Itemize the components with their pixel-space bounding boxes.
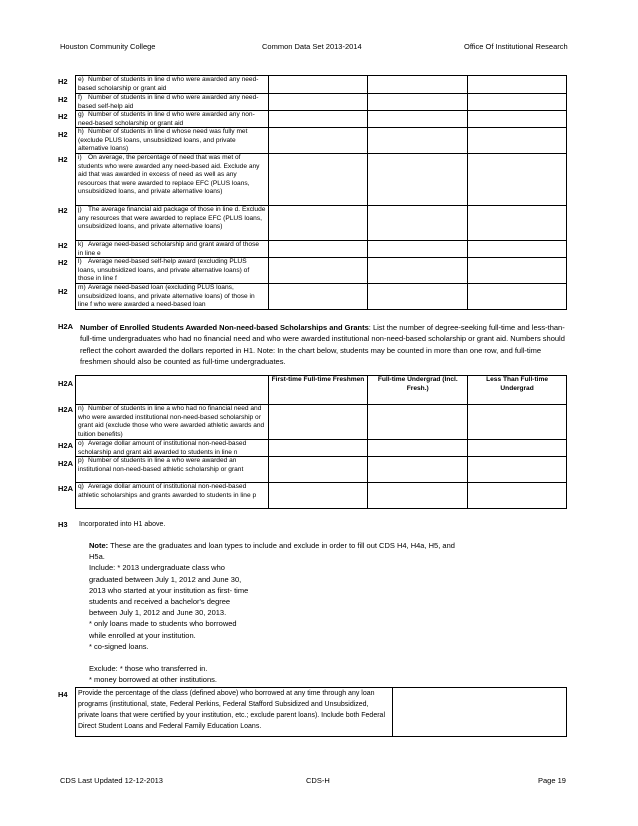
h2a-code-o: H2A: [58, 441, 74, 450]
h2-i-col3-cell[interactable]: [468, 154, 567, 206]
h2-desc-l: l) Average need-based self-help award (excluding PLUS loans, unsubsidized loans, and private alternative loans) of those in line f: [78, 258, 250, 283]
h2a-o-col2-cell[interactable]: [368, 440, 468, 457]
h2-code-j: H2: [58, 206, 68, 215]
h2a-q-col3-cell[interactable]: [468, 483, 567, 509]
h2-j-col2-cell[interactable]: [368, 206, 468, 241]
header-center: Common Data Set 2013-2014: [262, 42, 362, 51]
h2a-row-q: [76, 483, 567, 509]
h2-code-f: H2: [58, 95, 68, 104]
h4-code: H4: [58, 690, 68, 699]
h2a-code-p: H2A: [58, 459, 74, 468]
h2-desc-i: i) On average, the percentage of need that was met of students who were awarded any need-based aid. Exclude any aid that was awarded in excess of need as well as any resources that were awarded to replace EFC (PLUS loans, unsubsidized loans, and private alternative loans): [78, 154, 260, 196]
h2-code-h: H2: [58, 130, 68, 139]
h2a-desc-p: p) Number of students in line a who were awarded an institutional non-need-based athletic scholarship or grant: [78, 457, 244, 473]
h2a-header-code: H2A: [58, 379, 74, 388]
h3-text: Incorporated into H1 above.: [79, 521, 166, 528]
h2-row-f: [76, 94, 567, 111]
h2-f-col1-cell[interactable]: [268, 94, 368, 111]
h2-h-col2-cell[interactable]: [368, 128, 468, 154]
h2-f-col2-cell[interactable]: [368, 94, 468, 111]
h2-desc-j: j) The average financial aid package of those in line d. Exclude any resources that were awarded to replace EFC (PLUS loans, unsubsidized loans, and private alternative loans): [78, 206, 266, 231]
note-include-line: 2013 who started at your institution as first- time: [89, 585, 249, 595]
h2a-code-n: H2A: [58, 405, 74, 414]
h2a-p-col2-cell[interactable]: [368, 457, 468, 483]
h2-l-col1-cell[interactable]: [268, 258, 368, 284]
h2-row-k: [76, 241, 567, 258]
h2-e-col3-cell[interactable]: [468, 76, 567, 94]
h2a-intro-text: : List the number of degree-seeking full-time and less-than-full-time undergraduates who had no financial need and who were awarded institutional non-need-based scholarship or grant aid. Numbers should reflect the cohort awarded the dollars reported in H1. Note: In the chart below, students may be counted in more than one row, and full-time freshmen should also be counted as full-time undergraduates.: [80, 323, 565, 367]
h2-desc-g: g) Number of students in line d who were awarded any non-need-based scholarship or grant aid: [78, 111, 255, 127]
h2a-intro-title: Number of Enrolled Students Awarded Non-need-based Scholarships and Grants: [80, 323, 369, 332]
h2a-desc-o: o) Average dollar amount of institutional non-need-based scholarship and grant aid awarded to students in line n: [78, 440, 247, 456]
h2-m-col3-cell[interactable]: [468, 284, 567, 310]
h2-g-col2-cell[interactable]: [368, 111, 468, 128]
h2a-desc-n: n) Number of students in line a who had no financial need and who were awarded institutional non-need-based scholarship or grant aid (exclude those who were awarded athletic awards and tuition benefits): [78, 405, 265, 438]
h2-j-col1-cell[interactable]: [268, 206, 368, 241]
note-intro: [89, 540, 469, 562]
h3-code: H3: [58, 520, 68, 529]
note-include-line: graduated between July 1, 2012 and June 30,: [89, 574, 242, 584]
h2-row-g: [76, 111, 567, 128]
h2-code-i: H2: [58, 155, 68, 164]
h2a-desc-q: q) Average dollar amount of institutional non-need-based athletic scholarships and grants awarded to students in line p: [78, 483, 257, 499]
h2a-q-col1-cell[interactable]: [268, 483, 368, 509]
note-block: [89, 540, 469, 685]
h2a-p-col3-cell[interactable]: [468, 457, 567, 483]
h2a-table: [75, 375, 567, 509]
h2-row-j: [76, 206, 567, 241]
h2-l-col3-cell[interactable]: [468, 258, 567, 284]
h4-answer-cell[interactable]: [393, 688, 567, 737]
h2-k-col3-cell[interactable]: [468, 241, 567, 258]
h2a-p-col1-cell[interactable]: [268, 457, 368, 483]
note-label: Note:: [89, 541, 109, 550]
footer-right: Page 19: [538, 776, 566, 785]
h2-h-col3-cell[interactable]: [468, 128, 567, 154]
footer-center: CDS-H: [306, 776, 330, 785]
h2-m-col2-cell[interactable]: [368, 284, 468, 310]
col-less-than-full-time: Less Than Full-time Undergrad: [486, 376, 549, 392]
note-include-line: students and received a bachelor's degree: [89, 597, 231, 607]
note-include-line: Include: * 2013 undergraduate class who: [89, 563, 225, 573]
h2-row-l: [76, 258, 567, 284]
h2-l-col2-cell[interactable]: [368, 258, 468, 284]
h2-code-e: H2: [58, 77, 68, 86]
h2-desc-h: h) Number of students in line d whose need was fully met (exclude PLUS loans, unsubsidized loans, and private alternative loans): [78, 128, 248, 153]
h2a-q-col2-cell[interactable]: [368, 483, 468, 509]
footer-left: CDS Last Updated 12-12-2013: [60, 776, 163, 785]
h2a-row-o: [76, 440, 567, 457]
h2-table: [75, 75, 567, 310]
h4-row: [76, 688, 567, 737]
h2a-n-col2-cell[interactable]: [368, 405, 468, 440]
h2-i-col1-cell[interactable]: [268, 154, 368, 206]
h2a-intro: [80, 322, 570, 368]
h2a-n-col3-cell[interactable]: [468, 405, 567, 440]
note-include-line: between July 1, 2012 and June 30, 2013.: [89, 608, 227, 618]
h4-table: [75, 687, 567, 737]
note-text: These are the graduates and loan types to include and exclude in order to fill out CDS H4, H4a, H5, and H5a.: [89, 541, 455, 562]
h2-code-g: H2: [58, 112, 68, 121]
h2-row-h: [76, 128, 567, 154]
h2a-intro-code: H2A: [58, 322, 74, 331]
h2-code-l: H2: [58, 258, 68, 267]
h2-row-m: [76, 284, 567, 310]
h2a-code-q: H2A: [58, 484, 74, 493]
note-include-line: * co-signed loans.: [89, 641, 149, 651]
h2-h-col1-cell[interactable]: [268, 128, 368, 154]
h4-text: Provide the percentage of the class (defined above) who borrowed at any time through any loan programs (institutional, state, Federal Perkins, Federal Stafford Subsidized and Unsubsidized, private loans that were certified by your institution, etc.; exclude parent loans). Include both Federal Direct Student Loans and Federal Family Education Loans.: [78, 690, 386, 730]
h2-code-k: H2: [58, 241, 68, 250]
h2-e-col1-cell[interactable]: [268, 76, 368, 94]
header-right: Office Of Institutional Research: [464, 42, 568, 51]
h2-g-col3-cell[interactable]: [468, 111, 567, 128]
h2-e-col2-cell[interactable]: [368, 76, 468, 94]
h2a-header-row: [76, 376, 567, 405]
h2a-row-n: [76, 405, 567, 440]
h2a-o-col1-cell[interactable]: [268, 440, 368, 457]
h2-j-col3-cell[interactable]: [468, 206, 567, 241]
h2-row-e: [76, 76, 567, 94]
h2-g-col1-cell[interactable]: [268, 111, 368, 128]
note-include-line: * only loans made to students who borrowed: [89, 619, 237, 629]
h2-m-col1-cell[interactable]: [268, 284, 368, 310]
h2a-o-col3-cell[interactable]: [468, 440, 567, 457]
h2-desc-k: k) Average need-based scholarship and grant award of those in line e: [78, 241, 260, 257]
h2-code-m: H2: [58, 287, 68, 296]
note-include-line: while enrolled at your institution.: [89, 630, 196, 640]
h2a-row-p: [76, 457, 567, 483]
h2-k-col1-cell[interactable]: [268, 241, 368, 258]
h2a-n-col1-cell[interactable]: [268, 405, 368, 440]
h2-desc-f: f) Number of students in line d who were awarded any need-based self-help aid: [78, 94, 259, 110]
h2-k-col2-cell[interactable]: [368, 241, 468, 258]
h2-row-i: [76, 154, 567, 206]
h2-i-col2-cell[interactable]: [368, 154, 468, 206]
h2-desc-e: e) Number of students in line d who were awarded any need-based scholarship or grant aid: [78, 76, 259, 92]
header-left: Houston Community College: [60, 42, 156, 51]
h2-f-col3-cell[interactable]: [468, 94, 567, 111]
note-exclude-line: Exclude: * those who transferred in.: [89, 664, 208, 674]
h2-desc-m: m) Average need-based loan (excluding PLUS loans, unsubsidized loans, and private alternative loans) of those in line f who were awarded a need-based loan: [78, 284, 255, 309]
note-exclude-line: * money borrowed at other institutions.: [89, 675, 217, 685]
col-full-time-undergrad: Full-time Undergrad (Incl. Fresh.): [377, 376, 458, 392]
col-first-time-freshmen: First-time Full-time Freshmen: [271, 376, 365, 383]
